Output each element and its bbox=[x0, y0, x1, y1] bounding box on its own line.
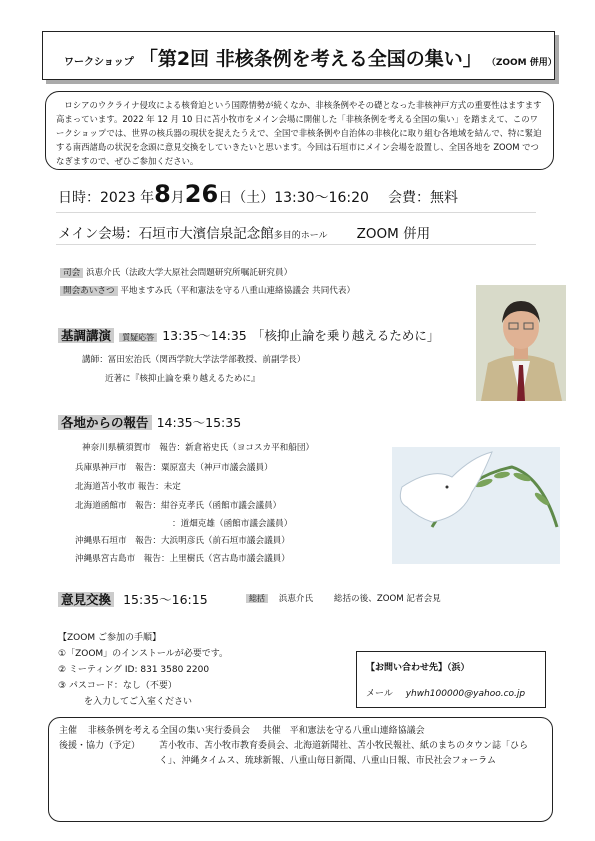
speaker-portrait-image bbox=[476, 285, 566, 401]
greeting-label: 開会あいさつ bbox=[60, 286, 118, 296]
exchange-label: 意見交換 bbox=[58, 592, 114, 607]
date-month-unit: 月 bbox=[170, 190, 185, 206]
zoom-heading: 【ZOOM ご参加の手順】 bbox=[58, 633, 161, 643]
title-prefix: ワークショップ bbox=[64, 57, 134, 68]
host-label: 主催 bbox=[59, 726, 78, 736]
cohost-label: 共催 bbox=[262, 726, 281, 736]
summary-after: 総括の後、ZOOM 記者会見 bbox=[333, 594, 441, 604]
report-item: 沖縄県宮古島市 報告：上里樹氏（宮古島市議会議員） bbox=[75, 554, 290, 564]
lecturer-book: 近著に『核抑止論を乗り越えるために』 bbox=[105, 374, 260, 384]
reports-time: 14:35～15:35 bbox=[156, 415, 242, 430]
venue-hall: 多目的ホール bbox=[273, 231, 328, 241]
exchange-line bbox=[58, 589, 208, 608]
speaker-photo bbox=[476, 285, 566, 401]
host-line bbox=[59, 724, 542, 739]
title-suffix: （ZOOM 併用） bbox=[486, 58, 557, 68]
date-time: 13:30～16:20 bbox=[274, 190, 369, 206]
mc-text: 浜恵介氏（法政大学大原社会問題研究所嘱託研究員） bbox=[85, 268, 293, 278]
date-day: 26 bbox=[184, 180, 219, 208]
summary-line bbox=[246, 592, 441, 604]
report-item: 北海道苫小牧市 報告：未定 bbox=[75, 482, 181, 492]
zoom-step: を入力してご入室ください bbox=[84, 697, 193, 707]
cohost: 平和憲法を守る八重山連絡協議会 bbox=[289, 726, 425, 736]
greeting-text: 平地ますみ氏（平和憲法を守る八重山連絡協議会 共同代表） bbox=[120, 286, 356, 296]
divider bbox=[56, 212, 536, 213]
qa-label: 質疑応答 bbox=[119, 333, 157, 342]
report-item: ：道畑克雄（函館市議会議員） bbox=[172, 519, 293, 529]
datetime-line bbox=[58, 180, 458, 208]
date-weekday: （土） bbox=[232, 190, 275, 206]
date-day-unit: 日 bbox=[218, 190, 233, 206]
zoom-step: ③ パスコード：なし（不要） bbox=[58, 681, 177, 691]
intro-text: ロシアのウクライナ侵攻による核脅迫という国際情勢が続くなか、非核条例やその礎となった非核神戸方式の重要性はますます高まっています。2022 年 12 月 10 日に苫小牧市をメイン会場に開催した「非核条例を考える全国の集い」を踏まえて、このワークショップでは、世界の核兵器の現状を捉えたうえで、全国で非核条例や自治体の非核化に取り組む各地域を結んで、特に緊迫する南西諸島の状況を念頭に意見交換をしていきたいと思います。今回は石垣市にメイン会場を設置し、全国各地を ZOOM でつなぎますので、ぜひご参加ください。 bbox=[45, 91, 554, 170]
venue-zoom: ZOOM 併用 bbox=[356, 226, 431, 242]
summary-label: 総括 bbox=[246, 594, 268, 603]
report-item: 北海道函館市 報告：紺谷克孝氏（函館市議会議員） bbox=[75, 501, 282, 511]
reports-line bbox=[58, 412, 241, 431]
greeting-line bbox=[60, 284, 355, 296]
report-item: 兵庫県神戸市 報告：粟原富夫（神戸市議会議員） bbox=[75, 463, 273, 473]
title-main: 「第2回 非核条例を考える全国の集い」 bbox=[138, 48, 482, 70]
date-month: 8 bbox=[154, 180, 171, 208]
divider bbox=[56, 244, 536, 245]
zoom-steps bbox=[58, 630, 228, 710]
footer-box bbox=[48, 717, 553, 822]
dove-illustration bbox=[392, 447, 560, 564]
lecturer: 講師：冨田宏治氏（関西学院大学法学部教授、前副学長） bbox=[82, 355, 306, 365]
support-line bbox=[59, 739, 542, 769]
keynote-time: 13:35～14:35 bbox=[162, 328, 247, 343]
keynote-topic: 「核抑止論を乗り越えるために」 bbox=[251, 328, 440, 343]
mail-address[interactable]: yhwh100000@yahoo.co.jp bbox=[405, 689, 526, 699]
contact-heading: 【お問い合わせ先】（浜） bbox=[366, 663, 470, 673]
keynote-line bbox=[58, 325, 439, 344]
dove-image bbox=[392, 447, 560, 564]
zoom-step: ①「ZOOM」のインストールが必要です。 bbox=[58, 649, 228, 659]
title bbox=[64, 44, 557, 71]
exchange-time: 15:35～16:15 bbox=[123, 592, 208, 607]
report-item: 神奈川県横須賀市 報告：新倉裕史氏（ヨコスカ平和船団） bbox=[82, 443, 315, 453]
mail-label: メール bbox=[366, 689, 393, 699]
venue-line bbox=[58, 222, 430, 242]
host: 非核条例を考える全国の集い実行委員会 bbox=[87, 726, 250, 736]
report-item: 沖縄県石垣市 報告：大浜明彦氏（前石垣市議会議員） bbox=[75, 536, 290, 546]
reports-label: 各地からの報告 bbox=[58, 415, 152, 430]
contact-mail-line bbox=[366, 686, 525, 699]
support-label: 後援・協力（予定） bbox=[59, 741, 141, 751]
support: 苫小牧市、苫小牧市教育委員会、北海道新聞社、苫小牧民報社、紙のまちのタウン誌「ひらく」、沖縄タイムス、琉球新報、八重山毎日新聞、八重山日報、市民社会フォーラム bbox=[159, 741, 529, 766]
mc-label: 司会 bbox=[60, 268, 83, 278]
summary-by: 浜恵介氏 bbox=[278, 594, 314, 604]
fee: 会費：無料 bbox=[388, 190, 458, 206]
venue-main: メイン会場：石垣市大濱信泉記念館 bbox=[58, 226, 274, 242]
date-label: 日時：2023 年 bbox=[58, 190, 155, 206]
keynote-label: 基調講演 bbox=[58, 328, 114, 343]
mc-line bbox=[60, 266, 292, 278]
zoom-step: ② ミーティング ID: 831 3580 2200 bbox=[58, 665, 210, 675]
